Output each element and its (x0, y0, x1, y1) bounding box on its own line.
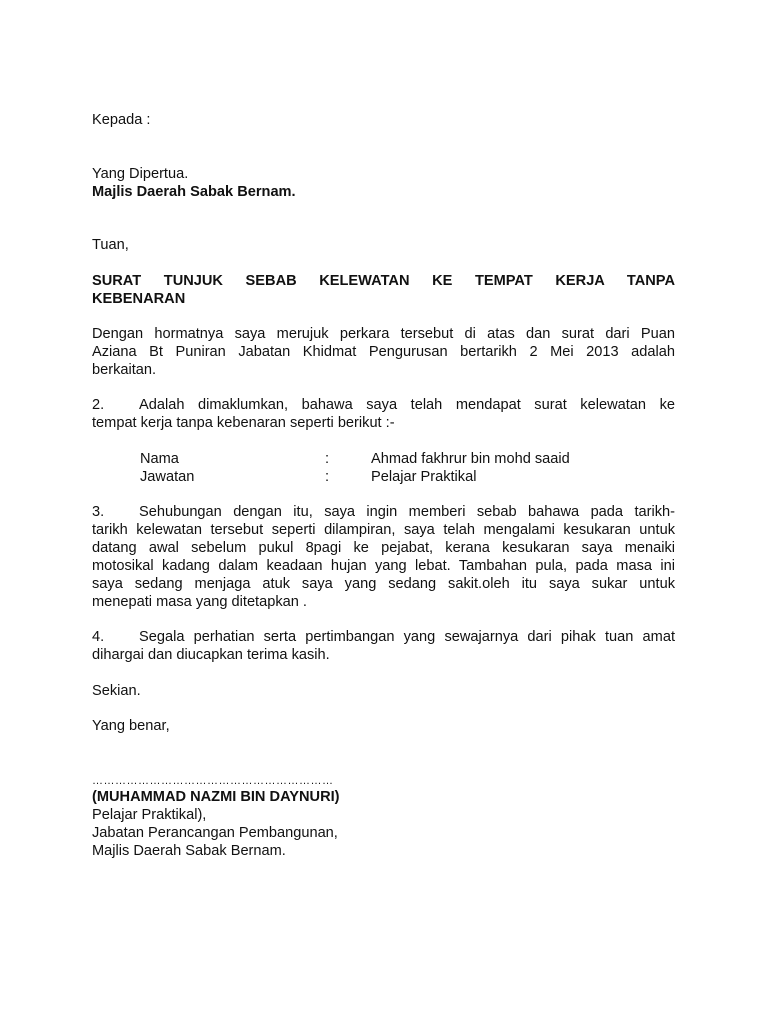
para3-text-1: Sehubungan dengan itu, saya ingin memberi sebab bahawa pada tarikh- (139, 504, 675, 520)
para1-line-3: berkaitan. (92, 362, 157, 378)
recipient-title: Yang Dipertua. (92, 166, 189, 182)
subject-line-1: SURAT TUNJUK SEBAB KELEWATAN KE TEMPAT KERJA TANPA (92, 273, 675, 289)
para3-line-3: datang awal sebelum pukul 8pagi ke pejabat, kerana kesukaran saya menaiki (92, 540, 675, 556)
para4-text-1: Segala perhatian serta pertimbangan yang sewajarnya dari pihak tuan amat (139, 629, 675, 645)
signature-line: ……………………………………………………… (92, 775, 334, 787)
para3-line-4: motosikal kadang dalam keadaan hujan yang lebat. Tambahan pula, pada masa ini (92, 558, 675, 574)
field-value: Pelajar Praktikal (371, 469, 477, 485)
para3-line-6: menepati masa yang ditetapkan . (92, 594, 307, 610)
to-label: Kepada : (92, 112, 151, 128)
closing-yang-benar: Yang benar, (92, 718, 170, 734)
para3-line-2: tarikh kelewatan tersebut seperti dilampiran, saya telah mengalami kesukaran untuk (92, 522, 675, 538)
salutation: Tuan, (92, 237, 129, 253)
para3-number: 3. (92, 504, 105, 520)
para1-line-1: Dengan hormatnya saya merujuk perkara tersebut di atas dan surat dari Puan (92, 326, 675, 342)
signer-dept: Jabatan Perancangan Pembangunan, (92, 825, 338, 841)
para3-line-5: saya sedang menjaga atuk saya yang sedang sakit.oleh itu saya sukar untuk (92, 576, 675, 592)
para2-text-1: Adalah dimaklumkan, bahawa saya telah mendapat surat kelewatan ke (139, 397, 675, 413)
field-label: Nama (140, 451, 179, 467)
signer-role: Pelajar Praktikal), (92, 807, 207, 823)
recipient-org: Majlis Daerah Sabak Bernam. (92, 184, 296, 200)
para4-number: 4. (92, 629, 105, 645)
signer-org: Majlis Daerah Sabak Bernam. (92, 843, 286, 859)
para1-line-2: Aziana Bt Puniran Jabatan Khidmat Pengurusan bertarikh 2 Mei 2013 adalah (92, 344, 675, 360)
field-colon: : (325, 451, 330, 467)
para2-number: 2. (92, 397, 105, 413)
para3-line-1 (92, 503, 675, 521)
signer-name: (MUHAMMAD NAZMI BIN DAYNURI) (92, 789, 340, 805)
para4-line-2: dihargai dan diucapkan terima kasih. (92, 647, 330, 663)
closing-sekian: Sekian. (92, 683, 141, 699)
para2-line-1 (92, 396, 675, 414)
field-value: Ahmad fakhrur bin mohd saaid (371, 451, 570, 467)
field-colon: : (325, 469, 330, 485)
para2-line-2: tempat kerja tanpa kebenaran seperti berikut :- (92, 415, 395, 431)
para4-line-1 (92, 628, 675, 646)
field-label: Jawatan (140, 469, 195, 485)
subject-line-2: KEBENARAN (92, 291, 186, 307)
